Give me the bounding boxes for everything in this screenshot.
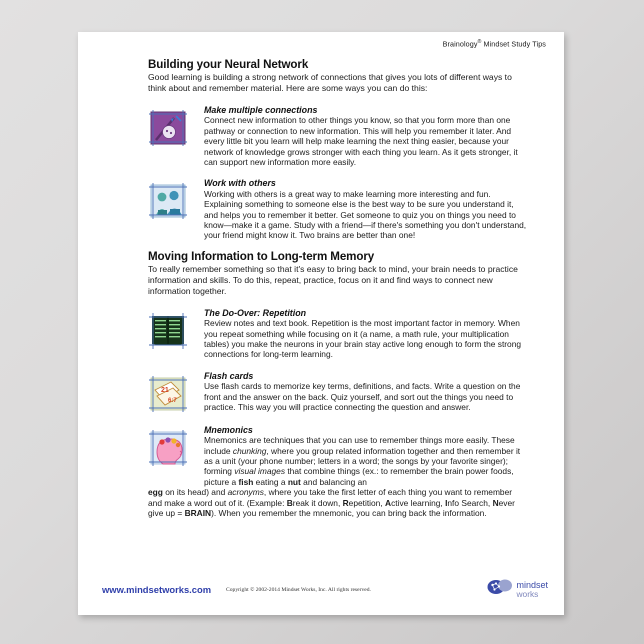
tip-heading: The Do-Over: Repetition [204, 307, 307, 318]
thumb-wrap [148, 425, 204, 468]
tip-heading: Make multiple connections [204, 104, 318, 115]
logo-line-1: mindset [516, 580, 548, 591]
tip-body: Use flash cards to memorize key terms, definitions, and facts. Write a question on the front and the answer on the back. Quiz yourself, and sort out the things you need to practice. This way you will practice connecting the question and answer. [204, 381, 521, 413]
tip-body: Working with others is a great way to make learning more interesting and fun. Explaining something to someone else is the best way to be sure you understand it, and helps you to remember it better. Get someone to quiz you on things you need to know—make it a game. Study with a friend—if there's something you don't understand, your friend might know it. Two brains are better than one! [204, 188, 527, 241]
thumb-wrap [148, 178, 204, 221]
section-spacer [148, 241, 528, 250]
tip-work-with-others [148, 178, 528, 241]
poster-footer [78, 577, 564, 607]
text-run: , where you group related information together and then remember it as a unit (your phone number; letters in a word; the songs by your favorite singer); forming [204, 445, 521, 477]
neuron-thumbnail-icon [148, 110, 190, 148]
poster-page [78, 32, 564, 615]
copyright-text: Copyright © 2002-2014 Mindset Works, Inc. All rights reserved. [226, 587, 371, 593]
emphasis-nut: nut [287, 476, 301, 487]
poster-image [78, 32, 564, 615]
text-run: Mnemonics are techniques that you can use to remember things more easily. These include [204, 435, 515, 456]
brand-header [443, 39, 546, 48]
text-run: ). When you remember the mnemonic, you can bring back the information. [211, 508, 487, 519]
section-heading-neural-network: Building your Neural Network [148, 58, 309, 71]
two-students-thumbnail-icon [148, 183, 190, 221]
tip-text [204, 308, 528, 360]
brand-header-name: Brainology [442, 39, 478, 49]
text-run: and balancing an [300, 476, 367, 487]
registered-mark-icon: ® [477, 39, 482, 45]
emphasis-egg: egg [148, 487, 163, 498]
tip-text [204, 371, 528, 413]
tip-text [204, 105, 528, 168]
mindset-works-brain-logo-icon [487, 578, 513, 601]
acronym-letter-r: R [342, 497, 349, 508]
acronym-word-brain: BRAIN [184, 508, 212, 519]
emphasis-acronyms: acronyms [227, 487, 264, 498]
tip-heading: Mnemonics [204, 424, 253, 435]
tip-heading: Work with others [204, 178, 276, 189]
svg-text:6:7: 6:7 [168, 397, 177, 404]
emphasis-fish: fish [238, 476, 254, 487]
text-run: eating a [253, 476, 288, 487]
svg-text:21: 21 [161, 386, 169, 394]
tip-make-multiple-connections [148, 105, 528, 168]
emphasis-chunking: chunking [232, 445, 267, 456]
logo-text [516, 581, 548, 598]
tip-body: Review notes and text book. Repetition is the most important factor in memory. When you repeat something while focusing on it (a name, a math rule, your multiplication tables) you make the neurons in your brain stay active long enough to form the strong connections for long-term learning. [204, 318, 522, 360]
pink-head-thumbnail-icon [148, 430, 190, 468]
thumb-wrap [148, 308, 204, 351]
tip-the-do-over-repetition [148, 308, 528, 360]
tip-body-lead [204, 435, 528, 487]
acronym-letter-b: B [286, 497, 293, 508]
text-run: nfo Search, [447, 497, 493, 508]
flash-cards-thumbnail-icon [148, 376, 190, 414]
website-link[interactable]: www.mindsetworks.com [102, 584, 212, 595]
logo-line-2: works [516, 588, 539, 599]
tip-mnemonics [148, 425, 528, 519]
open-book-thumbnail-icon [148, 313, 190, 351]
acronym-letter-i: I [445, 497, 448, 508]
mindset-works-logo [487, 578, 548, 601]
section-body-long-term-memory: To really remember something so that it's easy to bring back to mind, your brain needs to practice information and skills. To do this, repeat, practice, focus on it and find ways to connect new information together. [148, 263, 518, 296]
tip-text [204, 178, 528, 241]
acronym-letter-n: N [492, 497, 499, 508]
tip-body: Connect new information to other things you know, so that you form more than one pathway or connection to new information. This will help you remember it later. And every little bit you learn will help make learning the next thing easier, because your network of knowledge grows stronger with each thing you learn. As it gets stronger, it can support new information more easily. [204, 115, 518, 167]
tip-heading: Flash cards [204, 370, 254, 381]
emphasis-visual-images: visual images [234, 466, 286, 477]
thumb-wrap [148, 105, 204, 148]
brand-header-rest: Mindset Study Tips [481, 39, 546, 49]
text-run: on its head) and [162, 487, 228, 498]
tip-body-tail [148, 487, 528, 518]
text-run: epetition, [348, 497, 385, 508]
section-heading-long-term-memory: Moving Information to Long-term Memory [148, 249, 375, 263]
text-run: that combine things (ex.: to remember the brain power foods, picture a [204, 466, 514, 487]
text-run: ctive learning, [391, 497, 446, 508]
acronym-letter-a: A [385, 497, 392, 508]
text-run: ever give up = [148, 497, 515, 519]
section-body-neural-network: Good learning is building a strong network of connections that gives you lots of different ways to think about and remember material. Here are some ways you can do this: [148, 72, 512, 93]
poster-content [148, 58, 528, 518]
text-run: reak it down, [292, 497, 343, 508]
text-run: , where you take the first letter of each thing you want to remember and make a word out of it. (Example: [148, 487, 513, 508]
thumb-wrap [148, 371, 204, 414]
tip-flash-cards [148, 371, 528, 414]
